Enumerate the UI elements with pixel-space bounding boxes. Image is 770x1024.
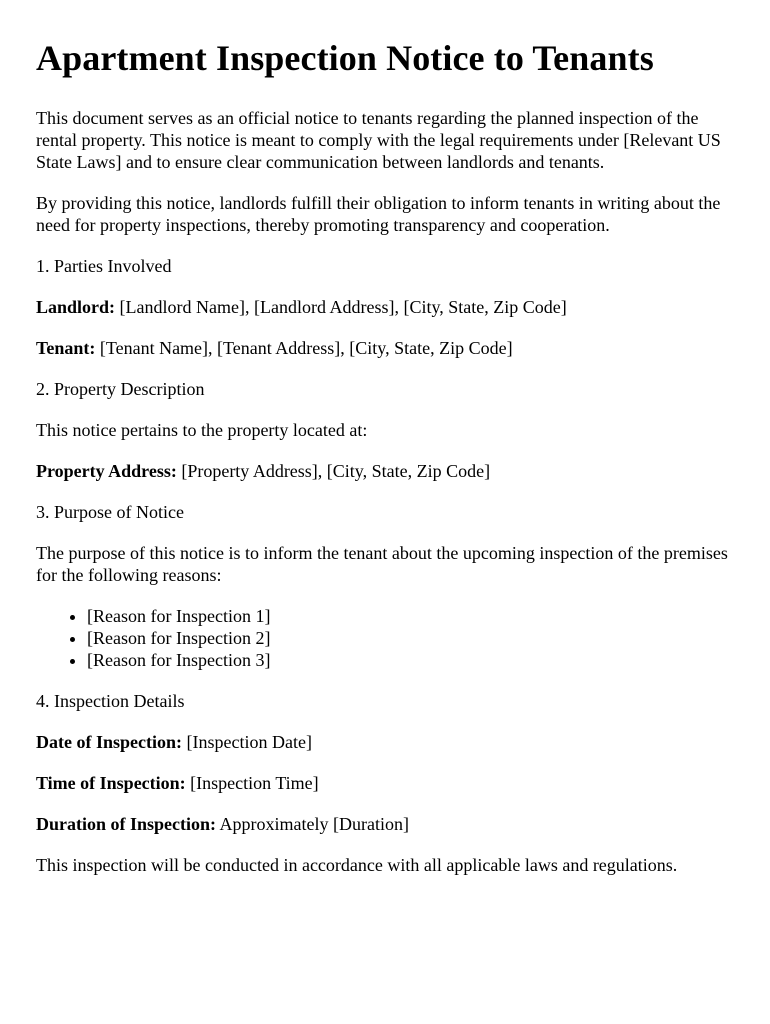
closing-paragraph: This inspection will be conducted in accordance with all applicable laws and regulations. xyxy=(36,855,678,875)
date-line xyxy=(36,731,734,753)
tenant-line xyxy=(36,337,734,359)
section-heading-purpose: 3. Purpose of Notice xyxy=(36,502,184,522)
duration-line xyxy=(36,813,734,835)
property-address-line xyxy=(36,460,734,482)
section-heading-parties: 1. Parties Involved xyxy=(36,256,172,276)
list-item: • [Reason for Inspection 2] xyxy=(87,627,734,649)
section-heading-property: 2. Property Description xyxy=(36,379,205,399)
tenant-value: [Tenant Name], [Tenant Address], [City, State, Zip Code] xyxy=(95,338,513,358)
list-item: • [Reason for Inspection 3] xyxy=(87,649,734,671)
duration-value: Approximately [Duration] xyxy=(216,814,409,834)
intro-paragraph-2: By providing this notice, landlords fulfill their obligation to inform tenants in writing about the need for property inspections, thereby promoting transparency and cooperation. xyxy=(36,193,721,235)
date-value: [Inspection Date] xyxy=(182,732,312,752)
property-address-value: [Property Address], [City, State, Zip Code] xyxy=(176,461,491,481)
landlord-label: Landlord: xyxy=(36,297,116,317)
landlord-value: [Landlord Name], [Landlord Address], [City, State, Zip Code] xyxy=(115,297,567,317)
purpose-text: The purpose of this notice is to inform the tenant about the upcoming inspection of the premises for the following reasons: xyxy=(36,543,728,585)
intro-paragraph-1: This document serves as an official notice to tenants regarding the planned inspection of the rental property. This notice is meant to comply with the legal requirements under [Relevant US State Laws] and to ensure clear communication between landlords and tenants. xyxy=(36,108,721,172)
list-item: • [Reason for Inspection 1] xyxy=(87,605,734,627)
tenant-label: Tenant: xyxy=(36,338,96,358)
document-title: Apartment Inspection Notice to Tenants xyxy=(36,38,654,78)
section-heading-inspection: 4. Inspection Details xyxy=(36,691,185,711)
time-label: Time of Inspection: xyxy=(36,773,186,793)
reasons-list xyxy=(36,605,734,671)
time-value: [Inspection Time] xyxy=(185,773,319,793)
time-line xyxy=(36,772,734,794)
property-address-label: Property Address: xyxy=(36,461,177,481)
date-label: Date of Inspection: xyxy=(36,732,182,752)
duration-label: Duration of Inspection: xyxy=(36,814,217,834)
landlord-line xyxy=(36,296,734,318)
property-intro-text: This notice pertains to the property located at: xyxy=(36,420,368,440)
